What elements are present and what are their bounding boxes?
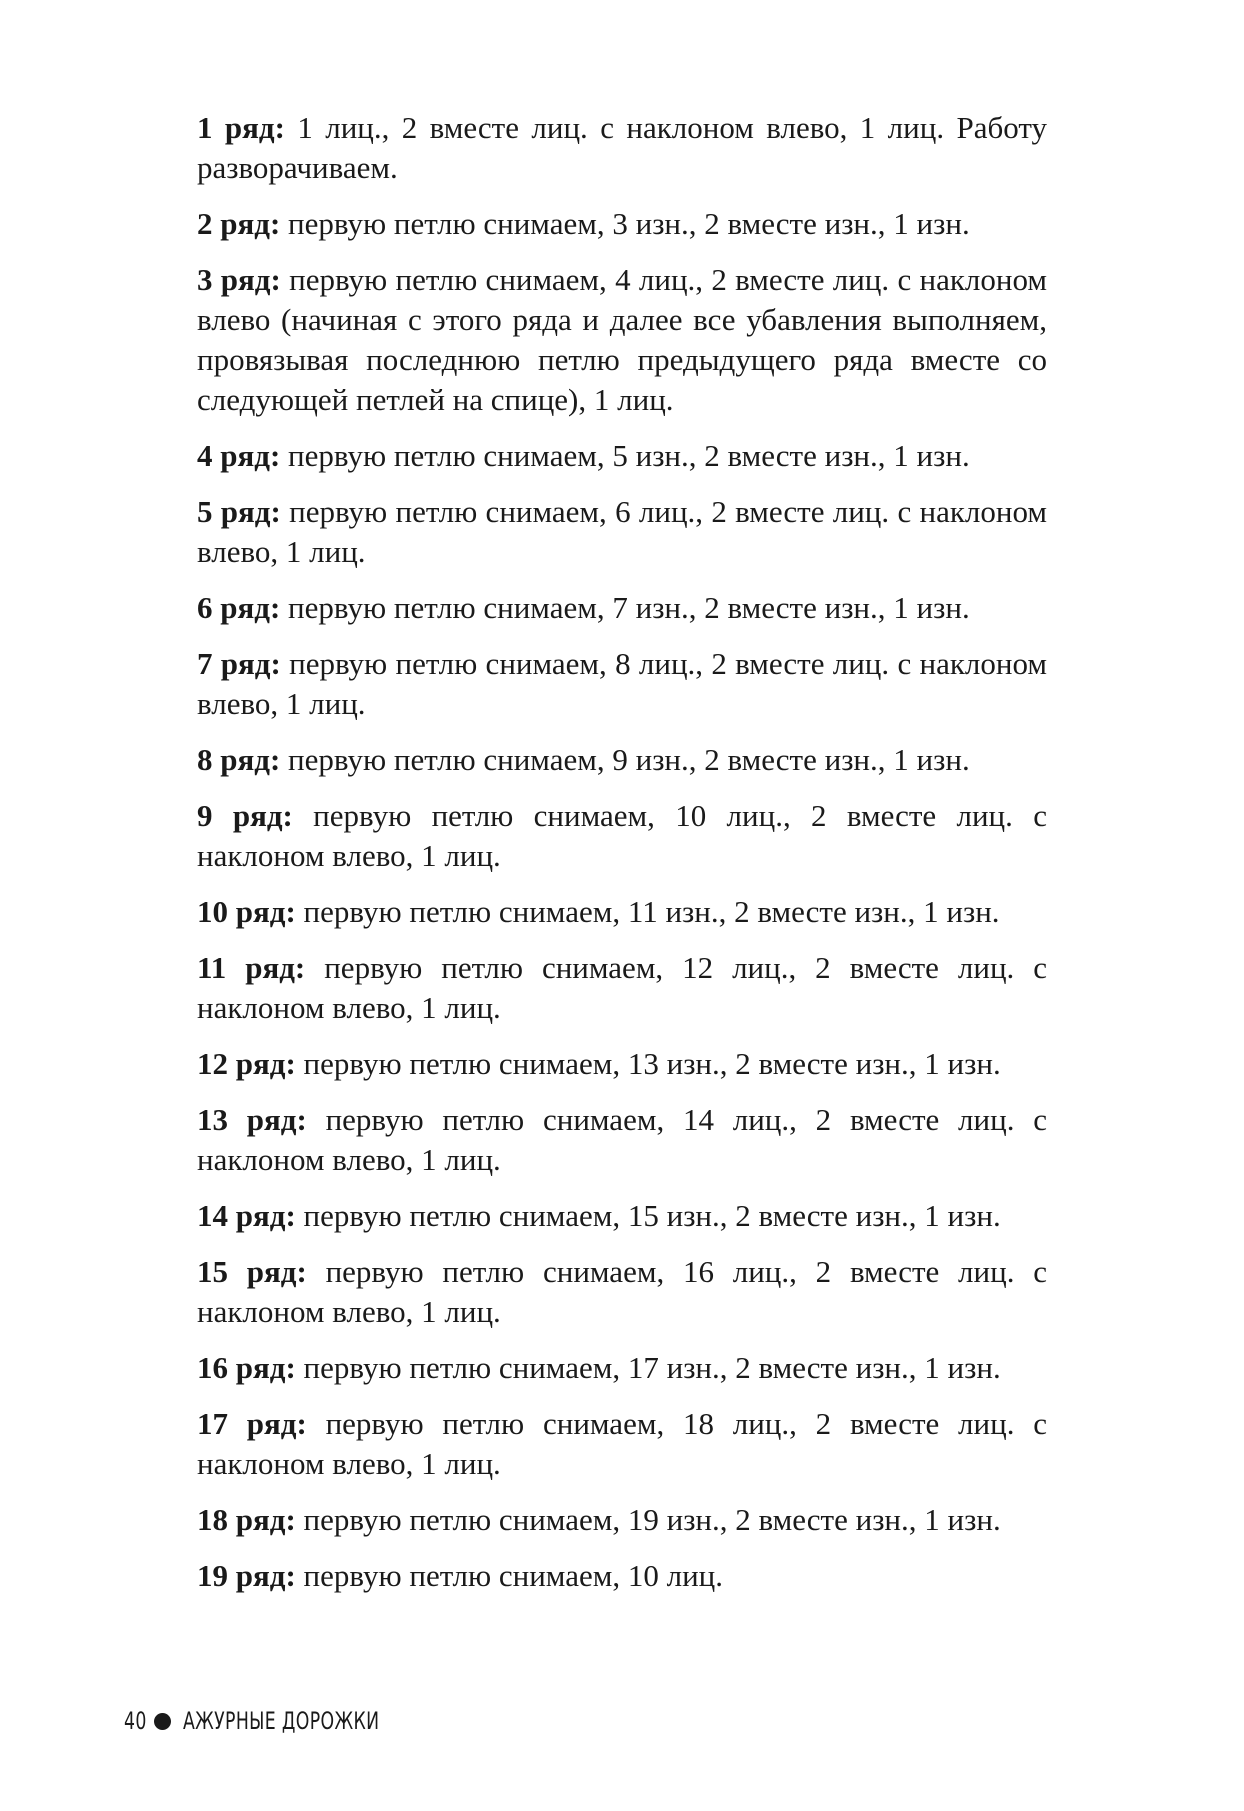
row-instruction xyxy=(197,1500,1047,1540)
row-label: 12 ряд: xyxy=(197,1046,296,1081)
row-text: первую петлю снимаем, 11 изн., 2 вместе изн., 1 изн. xyxy=(295,894,1000,929)
row-text: первую петлю снимаем, 6 лиц., 2 вместе лиц. с наклоном влево, 1 лиц. xyxy=(197,494,1047,569)
row-instruction xyxy=(197,948,1047,1028)
row-instruction xyxy=(197,1100,1047,1180)
row-instruction xyxy=(197,1404,1047,1484)
row-label: 14 ряд: xyxy=(197,1198,296,1233)
row-instruction xyxy=(197,260,1047,420)
row-label: 15 ряд: xyxy=(197,1254,307,1289)
row-text: первую петлю снимаем, 14 лиц., 2 вместе лиц. с наклоном влево, 1 лиц. xyxy=(197,1102,1047,1177)
row-text: первую петлю снимаем, 3 изн., 2 вместе изн., 1 изн. xyxy=(280,206,970,241)
filled-circle-icon xyxy=(154,1713,171,1730)
row-label: 7 ряд: xyxy=(197,646,281,681)
section-title: АЖУРНЫЕ ДОРОЖКИ xyxy=(183,1707,380,1735)
row-label: 2 ряд: xyxy=(197,206,281,241)
row-label: 9 ряд: xyxy=(197,798,293,833)
row-text: первую петлю снимаем, 12 лиц., 2 вместе лиц. с наклоном влево, 1 лиц. xyxy=(197,950,1048,1025)
row-instruction xyxy=(197,644,1047,724)
row-label: 13 ряд: xyxy=(197,1102,307,1137)
page-number: 40 xyxy=(124,1707,147,1735)
row-text: первую петлю снимаем, 15 изн., 2 вместе изн., 1 изн. xyxy=(295,1198,1001,1233)
row-text: первую петлю снимаем, 4 лиц., 2 вместе лиц. с наклоном влево (начиная с этого ряда и далее все убавления выполняем, провязывая последнюю петлю предыдущего ряда вместе со следующей петлей на спице), 1 лиц. xyxy=(197,262,1047,417)
row-text: первую петлю снимаем, 17 изн., 2 вместе изн., 1 изн. xyxy=(295,1350,1001,1385)
row-label: 10 ряд: xyxy=(197,894,296,929)
row-label: 5 ряд: xyxy=(197,494,281,529)
row-instruction xyxy=(197,436,1047,476)
row-text: первую петлю снимаем, 8 лиц., 2 вместе лиц. с наклоном влево, 1 лиц. xyxy=(197,646,1047,721)
row-label: 3 ряд: xyxy=(197,262,281,297)
row-text: первую петлю снимаем, 13 изн., 2 вместе изн., 1 изн. xyxy=(295,1046,1001,1081)
row-label: 18 ряд: xyxy=(197,1502,296,1537)
row-instruction xyxy=(197,588,1047,628)
row-instruction xyxy=(197,1044,1047,1084)
row-label: 8 ряд: xyxy=(197,742,281,777)
row-instruction xyxy=(197,108,1047,188)
row-label: 11 ряд: xyxy=(197,950,306,985)
row-instruction xyxy=(197,204,1047,244)
row-label: 1 ряд: xyxy=(197,110,285,145)
row-text: первую петлю снимаем, 10 лиц., 2 вместе лиц. с наклоном влево, 1 лиц. xyxy=(197,798,1047,873)
row-instruction xyxy=(197,1556,1047,1596)
row-instruction xyxy=(197,492,1047,572)
row-label: 4 ряд: xyxy=(197,438,281,473)
row-instruction xyxy=(197,1196,1047,1236)
row-label: 16 ряд: xyxy=(197,1350,296,1385)
row-text: первую петлю снимаем, 16 лиц., 2 вместе лиц. с наклоном влево, 1 лиц. xyxy=(197,1254,1047,1329)
pattern-instructions xyxy=(197,108,1047,1612)
row-label: 6 ряд: xyxy=(197,590,281,625)
row-instruction xyxy=(197,796,1047,876)
row-text: первую петлю снимаем, 18 лиц., 2 вместе лиц. с наклоном влево, 1 лиц. xyxy=(197,1406,1047,1481)
row-instruction xyxy=(197,1348,1047,1388)
row-instruction xyxy=(197,740,1047,780)
row-instruction xyxy=(197,892,1047,932)
row-text: первую петлю снимаем, 10 лиц. xyxy=(295,1558,723,1593)
page-footer xyxy=(124,1701,456,1741)
row-text: первую петлю снимаем, 9 изн., 2 вместе изн., 1 изн. xyxy=(280,742,970,777)
row-label: 19 ряд: xyxy=(197,1558,296,1593)
row-label: 17 ряд: xyxy=(197,1406,307,1441)
row-text: первую петлю снимаем, 7 изн., 2 вместе изн., 1 изн. xyxy=(280,590,970,625)
row-text: первую петлю снимаем, 19 изн., 2 вместе изн., 1 изн. xyxy=(295,1502,1001,1537)
row-text: первую петлю снимаем, 5 изн., 2 вместе изн., 1 изн. xyxy=(280,438,970,473)
row-instruction xyxy=(197,1252,1047,1332)
row-text: 1 лиц., 2 вместе лиц. с наклоном влево, 1 лиц. Работу разворачиваем. xyxy=(197,110,1047,185)
